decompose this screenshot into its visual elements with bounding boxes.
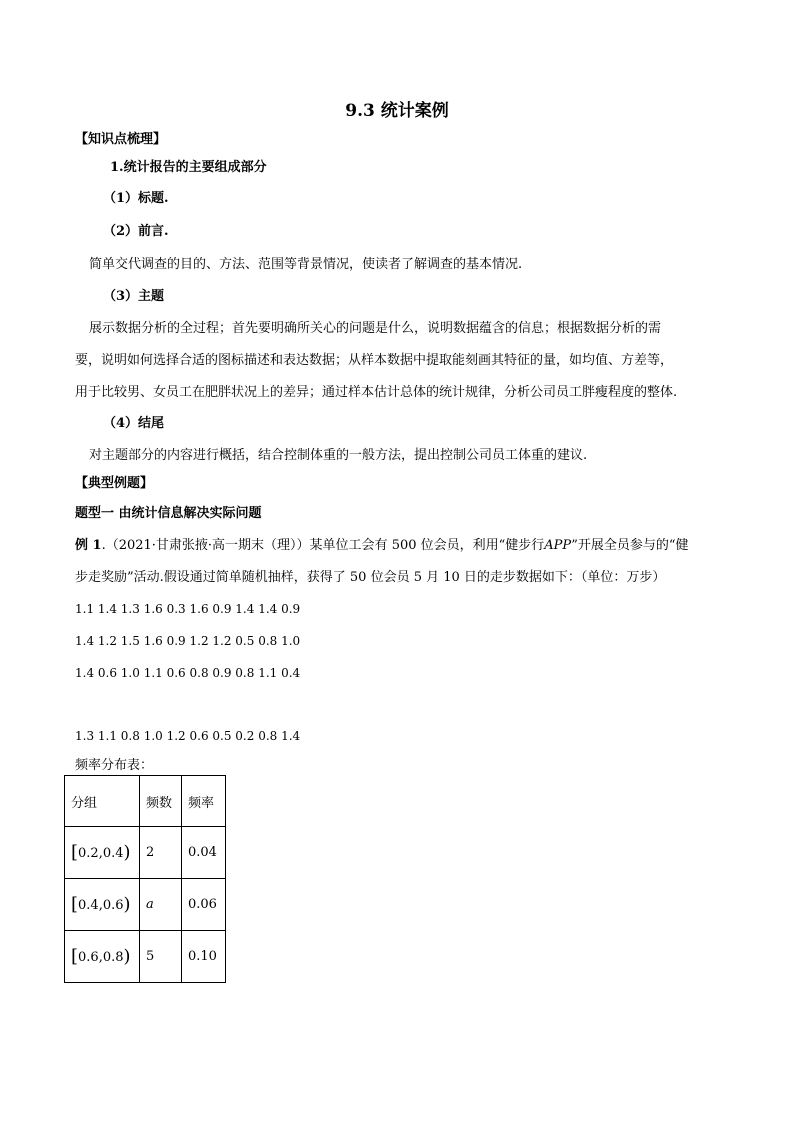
preface-body: 简单交代调查的目的、方法、范围等背景情况，使读者了解调查的基本情况. bbox=[89, 257, 523, 272]
header-group: 分组 bbox=[65, 776, 140, 827]
count-cell: a bbox=[140, 879, 182, 931]
frequency-cell: 0.10 bbox=[182, 931, 226, 983]
table-row bbox=[65, 827, 226, 879]
table-header-row bbox=[65, 776, 226, 827]
header-count: 频数 bbox=[140, 776, 182, 827]
ending-body: 对主题部分的内容进行概括，结合控制体重的一般方法，提出控制公司员工体重的建议. bbox=[89, 448, 588, 463]
example-text-b: ”开展全员参与的“健 bbox=[571, 538, 689, 553]
count-cell: 2 bbox=[140, 827, 182, 879]
interval-cell: [0.6,0.8) bbox=[65, 931, 140, 983]
example-label: 例 1 bbox=[75, 538, 102, 553]
item-heading-1: 1.统计报告的主要组成部分 bbox=[110, 160, 267, 175]
part-heading-title: （1）标题. bbox=[103, 191, 169, 206]
frequency-table bbox=[64, 775, 226, 983]
data-row-2: 1.4 1.2 1.5 1.6 0.9 1.2 1.2 0.5 0.8 1.0 bbox=[75, 634, 301, 648]
frequency-cell: 0.04 bbox=[182, 827, 226, 879]
main-body-line-2: 要，说明如何选择合适的图标描述和表达数据；从样本数据中提取能刻画其特征的量，如均值、方差等， bbox=[75, 353, 674, 368]
question-type-heading: 题型一 由统计信息解决实际问题 bbox=[75, 506, 262, 521]
frequency-cell: 0.06 bbox=[182, 879, 226, 931]
main-body-line-1: 展示数据分析的全过程；首先要明确所关心的问题是什么，说明数据蕴含的信息；根据数据分析的需 bbox=[89, 321, 662, 336]
section-heading-knowledge: 【知识点梳理】 bbox=[75, 132, 167, 147]
data-row-1: 1.1 1.4 1.3 1.6 0.3 1.6 0.9 1.4 1.4 0.9 bbox=[75, 602, 301, 616]
part-heading-main: （3）主题 bbox=[103, 289, 165, 304]
part-heading-preface: （2）前言. bbox=[103, 224, 169, 239]
interval-cell: [0.2,0.4) bbox=[65, 827, 140, 879]
header-frequency: 频率 bbox=[182, 776, 226, 827]
example-1-line-1 bbox=[75, 537, 688, 555]
app-name: APP bbox=[544, 538, 572, 553]
interval-cell: [0.4,0.6) bbox=[65, 879, 140, 931]
table-row bbox=[65, 931, 226, 983]
section-heading-examples: 【典型例题】 bbox=[75, 476, 154, 491]
part-heading-ending: （4）结尾 bbox=[103, 416, 165, 431]
table-caption: 频率分布表： bbox=[75, 758, 154, 773]
count-cell: 5 bbox=[140, 931, 182, 983]
example-text-a: .（2021·甘肃张掖·高一期末（理））某单位工会有 500 位会员，利用“健步行 bbox=[101, 538, 545, 553]
data-row-4: 1.3 1.1 0.8 1.0 1.2 0.6 0.5 0.2 0.8 1.4 bbox=[75, 729, 301, 743]
example-1-line-2: 步走奖励”活动.假设通过简单随机抽样，获得了 50 位会员 5 月 10 日的走步数据如下：（单位：万步） bbox=[75, 570, 666, 585]
table-row bbox=[65, 879, 226, 931]
main-body-line-3: 用于比较男、女员工在肥胖状况上的差异；通过样本估计总体的统计规律，分析公司员工胖瘦程度的整体. bbox=[75, 385, 678, 400]
data-row-3: 1.4 0.6 1.0 1.1 0.6 0.8 0.9 0.8 1.1 0.4 bbox=[75, 666, 301, 680]
document-title: 9.3 统计案例 bbox=[345, 101, 449, 121]
